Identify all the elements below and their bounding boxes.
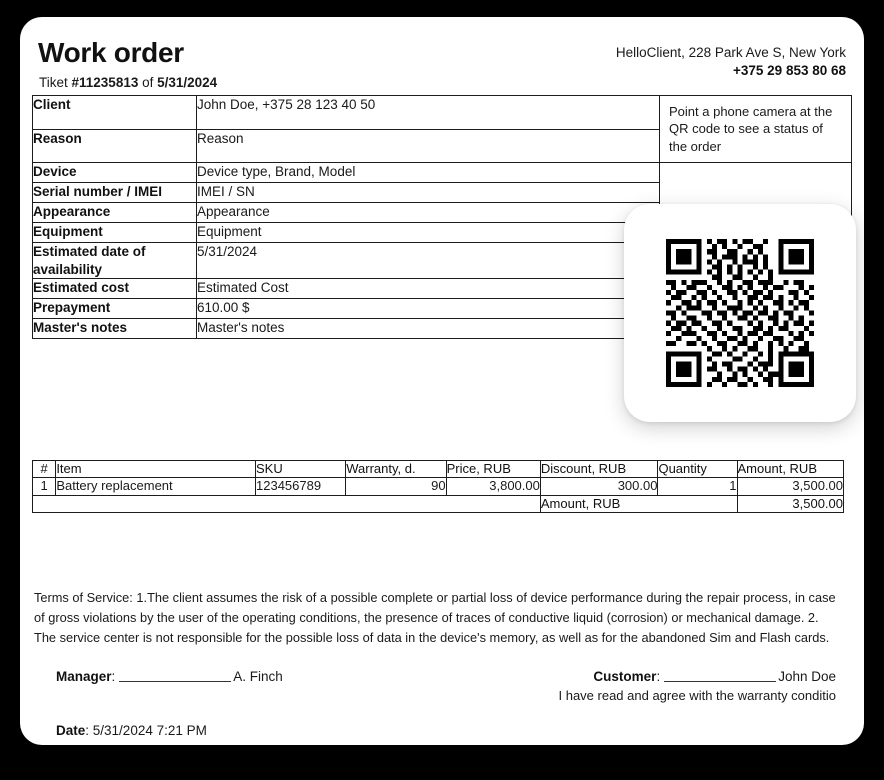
column-header-sku: SKU	[256, 461, 346, 478]
manager-colon: :	[111, 669, 116, 684]
info-label-client: Client	[33, 96, 197, 130]
info-value-client: John Doe, +375 28 123 40 50	[197, 96, 660, 130]
date-label: Date	[56, 723, 86, 738]
customer-signature-rule	[664, 671, 776, 682]
column-header-item: Item	[56, 461, 256, 478]
ticket-line	[39, 75, 217, 90]
total-spacer	[33, 495, 541, 512]
manager-label: Manager	[56, 669, 112, 684]
cell-quantity: 1	[658, 478, 737, 495]
info-value-serial: IMEI / SN	[197, 183, 660, 203]
ticket-prefix: Tiket	[39, 75, 72, 90]
cell-amount: 3,500.00	[737, 478, 843, 495]
customer-label: Customer	[593, 669, 657, 684]
document-header	[38, 31, 846, 97]
cell-price: 3,800.00	[446, 478, 540, 495]
cell-item: Battery replacement	[56, 478, 256, 495]
company-phone: +375 29 853 80 68	[733, 63, 846, 79]
column-header-discount: Discount, RUB	[540, 461, 658, 478]
cell-discount: 300.00	[540, 478, 658, 495]
customer-signature-block	[558, 669, 836, 703]
customer-signature-line	[558, 669, 836, 684]
customer-name: John Doe	[778, 669, 836, 684]
page-title: Work order	[38, 37, 184, 68]
info-value-estimated-cost: Estimated Cost	[197, 279, 660, 299]
customer-colon: :	[656, 669, 661, 684]
date-value: 5/31/2024 7:21 PM	[92, 723, 207, 738]
qr-code-icon	[666, 239, 814, 387]
cell-sku: 123456789	[256, 478, 346, 495]
manager-signature-line	[56, 669, 283, 684]
info-value-master-notes: Master's notes	[197, 319, 660, 339]
ticket-number: #11235813	[71, 75, 139, 90]
column-header-amount: Amount, RUB	[737, 461, 843, 478]
ticket-date: 5/31/2024	[157, 75, 218, 90]
terms-of-service: Terms of Service: 1.The client assumes the risk of a possible complete or partial loss of device performance during the repair process, in case of gross violations by the user of the operating conditions, the presence of traces of conductive liquid (corrosion) or mechanical damage. 2. The service center is not responsible for the possible loss of data in the device's memory, as well as for the abandoned Sim and Flash cards.	[34, 590, 836, 645]
column-header-number: #	[33, 461, 56, 478]
document-date-line	[56, 723, 207, 738]
info-label-reason: Reason	[33, 129, 197, 163]
info-label-serial: Serial number / IMEI	[33, 183, 197, 203]
info-label-master-notes: Master's notes	[33, 319, 197, 339]
column-header-quantity: Quantity	[658, 461, 737, 478]
signature-section	[34, 669, 836, 719]
info-label-device: Device	[33, 163, 197, 183]
warranty-agreement-text: I have read and agree with the warranty conditio	[558, 688, 836, 703]
info-label-estimated-date: Estimated date of availability	[33, 243, 197, 279]
info-label-equipment: Equipment	[33, 223, 197, 243]
column-header-warranty: Warranty, d.	[346, 461, 446, 478]
total-label: Amount, RUB	[540, 495, 737, 512]
company-block	[616, 44, 846, 80]
column-header-price: Price, RUB	[446, 461, 540, 478]
total-value: 3,500.00	[737, 495, 843, 512]
info-label-prepayment: Prepayment	[33, 299, 197, 319]
info-label-appearance: Appearance	[33, 203, 197, 223]
info-value-equipment: Equipment	[197, 223, 660, 243]
table-row	[33, 163, 852, 183]
info-value-prepayment: 610.00 $	[197, 299, 660, 319]
manager-signature-rule	[119, 671, 231, 682]
items-table	[32, 460, 844, 513]
items-header-row	[33, 461, 844, 478]
date-colon: :	[85, 723, 93, 738]
manager-name: A. Finch	[233, 669, 283, 684]
cell-warranty: 90	[346, 478, 446, 495]
total-row	[33, 495, 844, 512]
info-value-estimated-date: 5/31/2024	[197, 243, 660, 279]
qr-code-card	[624, 204, 856, 422]
qr-hint-cell: Point a phone camera at the QR code to see a status of the order	[660, 96, 852, 163]
ticket-of: of	[138, 75, 158, 90]
info-label-estimated-cost: Estimated cost	[33, 279, 197, 299]
table-row	[33, 96, 852, 130]
company-address: HelloClient, 228 Park Ave S, New York	[615, 45, 846, 60]
info-value-device: Device type, Brand, Model	[197, 163, 660, 183]
cell-number: 1	[33, 478, 56, 495]
info-value-reason: Reason	[197, 129, 660, 163]
info-value-appearance: Appearance	[197, 203, 660, 223]
table-row	[33, 478, 844, 495]
